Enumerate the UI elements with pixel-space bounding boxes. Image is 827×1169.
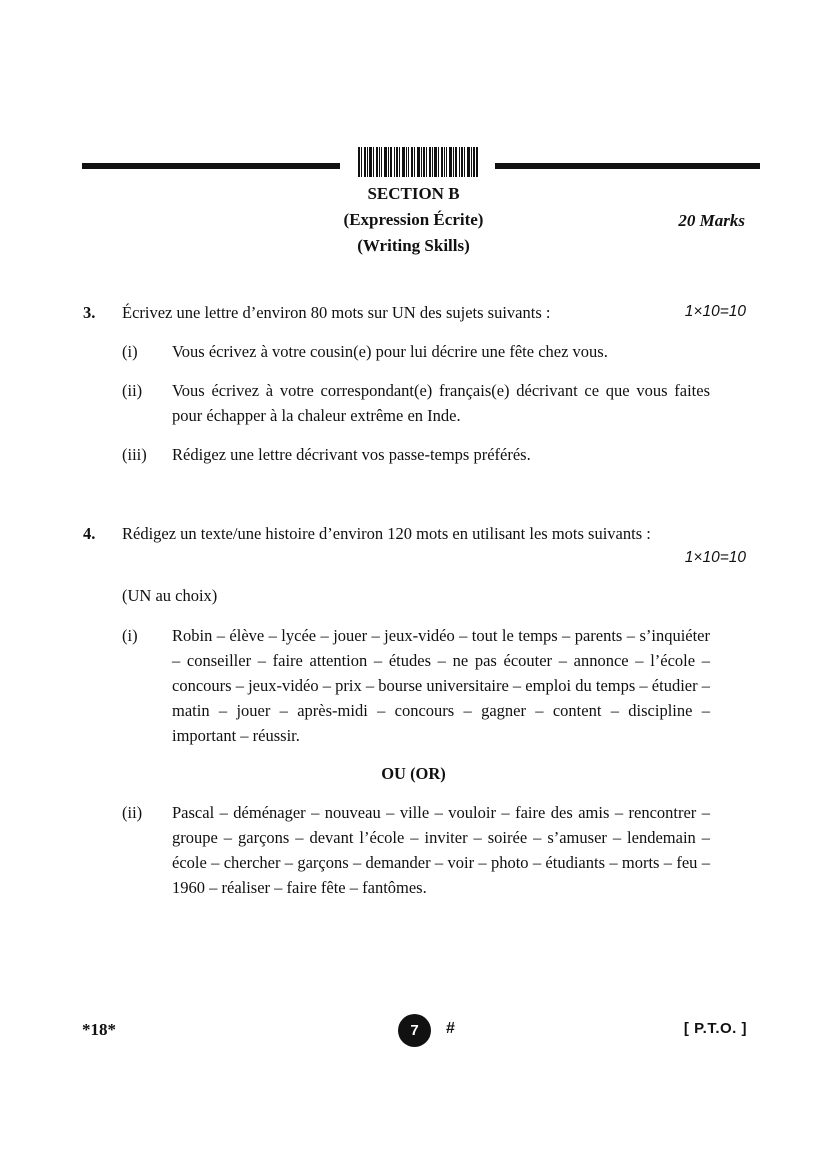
q3-option-3-number: (iii): [122, 445, 147, 464]
q3-option-1-number: (i): [122, 342, 138, 361]
question-3-score: 1×10=10: [684, 303, 746, 320]
please-turn-over: [ P.T.O. ]: [683, 1020, 747, 1037]
q3-option-2-text: Vous écrivez à votre correspondant(e) français(e) décrivant ce que vous faites pour échapper à la chaleur extrême en Inde.: [172, 381, 710, 425]
question-4-prompt: Rédigez un texte/une histoire d’environ 120 mots en utilisant les mots suivants :: [122, 524, 651, 543]
section-subtitle-french: (Expression Écrite): [343, 210, 484, 229]
question-4-score: 1×10=10: [684, 549, 746, 566]
header-rule-right: [495, 163, 760, 169]
q4-option-1-number: (i): [122, 626, 138, 645]
q3-option-3-text: Rédigez une lettre décrivant vos passe-temps préférés.: [172, 445, 531, 464]
q3-option-1-text: Vous écrivez à votre cousin(e) pour lui décrire une fête chez vous.: [172, 342, 608, 361]
section-title: SECTION B: [367, 184, 460, 203]
q4-option-2-text: Pascal – déménager – nouveau – ville – vouloir – faire des amis – rencontrer – groupe – garçons – devant l’école – inviter – soirée – s’amuser – lendemain – école – chercher – garçons – demander – voir – photo – étudiants – morts – feu – 1960 – réaliser – faire fête – fantômes.: [172, 803, 710, 897]
question-3-prompt: Écrivez une lettre d’environ 80 mots sur UN des sujets suivants :: [122, 303, 551, 322]
header-rule-left: [82, 163, 340, 169]
footer-code: *18*: [82, 1020, 116, 1039]
q4-option-2-number: (ii): [122, 803, 143, 822]
barcode-icon: [358, 147, 478, 177]
q3-option-2-number: (ii): [122, 381, 143, 400]
question-4-number: 4.: [83, 524, 96, 543]
or-separator: OU (OR): [381, 764, 446, 783]
section-marks: 20 Marks: [678, 211, 745, 230]
question-3-number: 3.: [83, 303, 96, 322]
footer-hash: #: [446, 1020, 455, 1037]
section-subtitle-english: (Writing Skills): [357, 236, 470, 255]
q4-option-1-text: Robin – élève – lycée – jouer – jeux-vidéo – tout le temps – parents – s’inquiéter – conseiller – faire attention – études – ne pas écouter – annonce – l’école – concours – jeux-vidéo – prix – bourse universitaire – emploi du temps – étudier – matin – jouer – après-midi – concours – gagner – content – discipline – important – réussir.: [172, 626, 710, 745]
page-number: 7: [398, 1014, 431, 1047]
question-4-choice-note: (UN au choix): [122, 586, 218, 605]
